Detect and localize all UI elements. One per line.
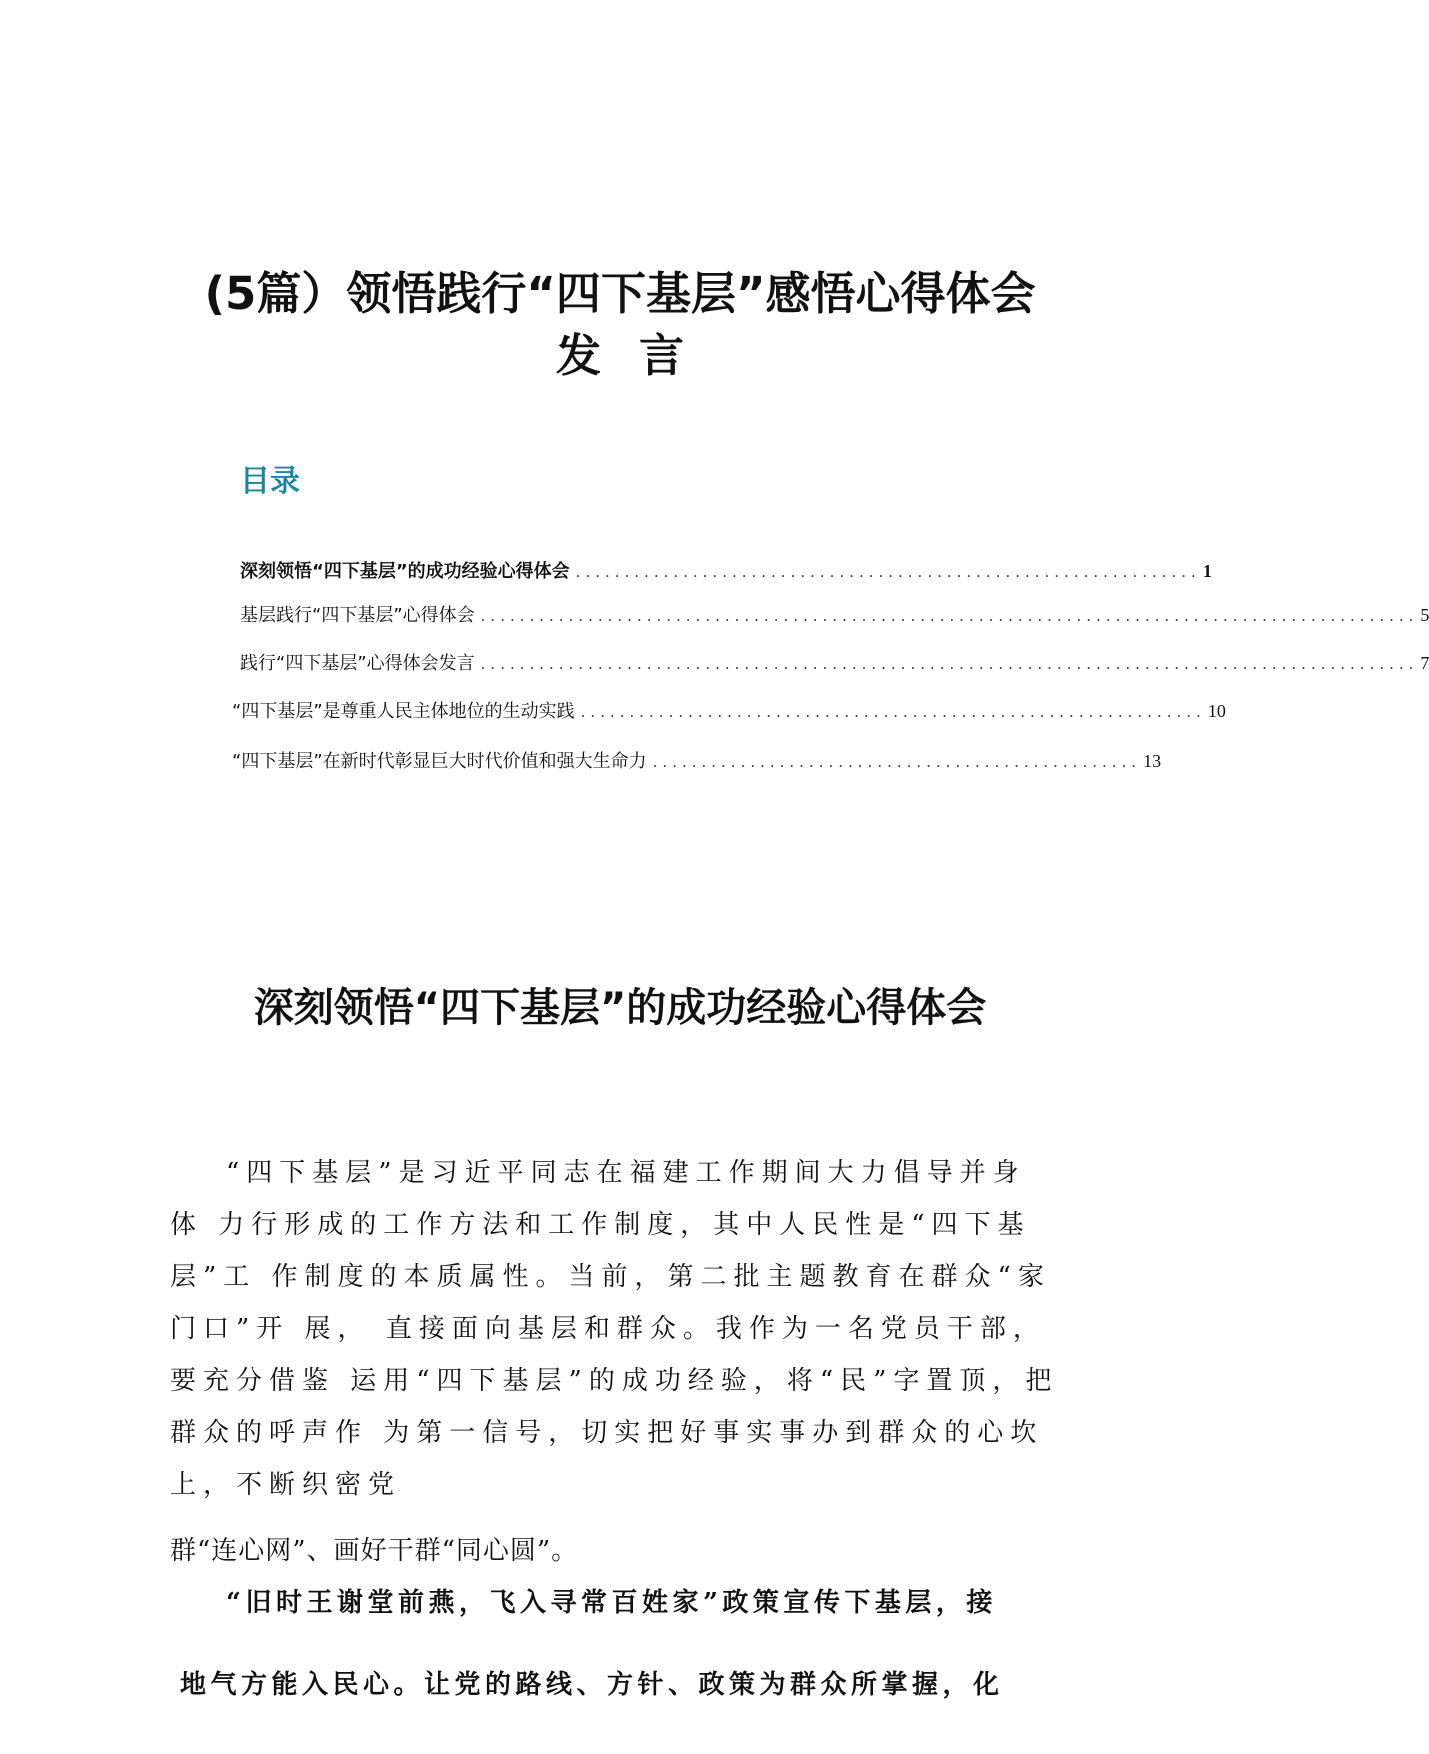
toc-page-number: 5 [1420,605,1429,625]
paragraph-line: 群“连心网”、画好干群“同心圆”。 [170,1536,579,1566]
toc-entry-label: 基层践行“四下基层”心得体会 [240,605,475,626]
toc-heading: 目录 [240,464,300,499]
toc-entry[interactable] [240,602,1429,628]
toc-entry-label: 践行“四下基层”心得体会发言 [240,653,475,674]
toc-dot-leader: ................................................................ [580,703,1206,721]
paragraph-line: “旧时王谢堂前燕，飞入寻常百姓家”政策宣传下基层，接 [226,1588,997,1618]
paragraph-line: 体 力行形成的工作方法和工作制度，其中人民性是“四下基 [170,1210,1031,1240]
paragraph-line: 上，不断织密党 [170,1470,402,1500]
toc-entry[interactable] [240,558,1212,584]
toc-page-number: 7 [1420,653,1429,673]
toc-page-number: 10 [1207,701,1226,721]
toc-dot-leader: .................................................. [652,753,1142,771]
toc-entry[interactable] [232,698,1226,724]
section-title: 深刻领悟“四下基层”的成功经验心得体会 [253,985,987,1031]
paragraph-line: 群众的呼声作 为第一信号，切实把好事实事办到群众的心坎 [170,1418,1044,1448]
toc-entry-label: 深刻领悟“四下基层”的成功经验心得体会 [240,561,570,582]
paragraph-line: 地气方能入民心。让党的路线、方针、政策为群众所掌握，化 [180,1670,1004,1700]
paragraph-line: 层”工 作制度的本质属性。当前，第二批主题教育在群众“家 [170,1262,1051,1292]
toc-page-number: 1 [1202,561,1212,581]
paragraph-line: 门口”开 展， 直接面向基层和群众。我作为一名党员干部， [170,1314,1046,1344]
toc-entry-label: “四下基层”是尊重人民主体地位的生动实践 [232,701,575,722]
paragraph-line: “四下基层”是习近平同志在福建工作期间大力倡导并身 [226,1158,1026,1188]
document-title-continued: 发言 [555,329,722,382]
toc-entry[interactable] [240,650,1429,676]
toc-dot-leader: ................................................................................................ [480,655,1419,673]
toc-entry[interactable] [232,748,1162,774]
toc-dot-leader: ................................................................ [575,563,1201,581]
toc-entry-label: “四下基层”在新时代彰显巨大时代价值和强大生命力 [232,751,647,772]
toc-dot-leader: ................................................................................................ [480,607,1419,625]
toc-page-number: 13 [1143,751,1162,771]
document-title: (5篇）领悟践行“四下基层”感悟心得体会 [204,267,1036,320]
paragraph-line: 要充分借鉴 运用“四下基层”的成功经验，将“民”字置顶，把 [170,1366,1059,1396]
